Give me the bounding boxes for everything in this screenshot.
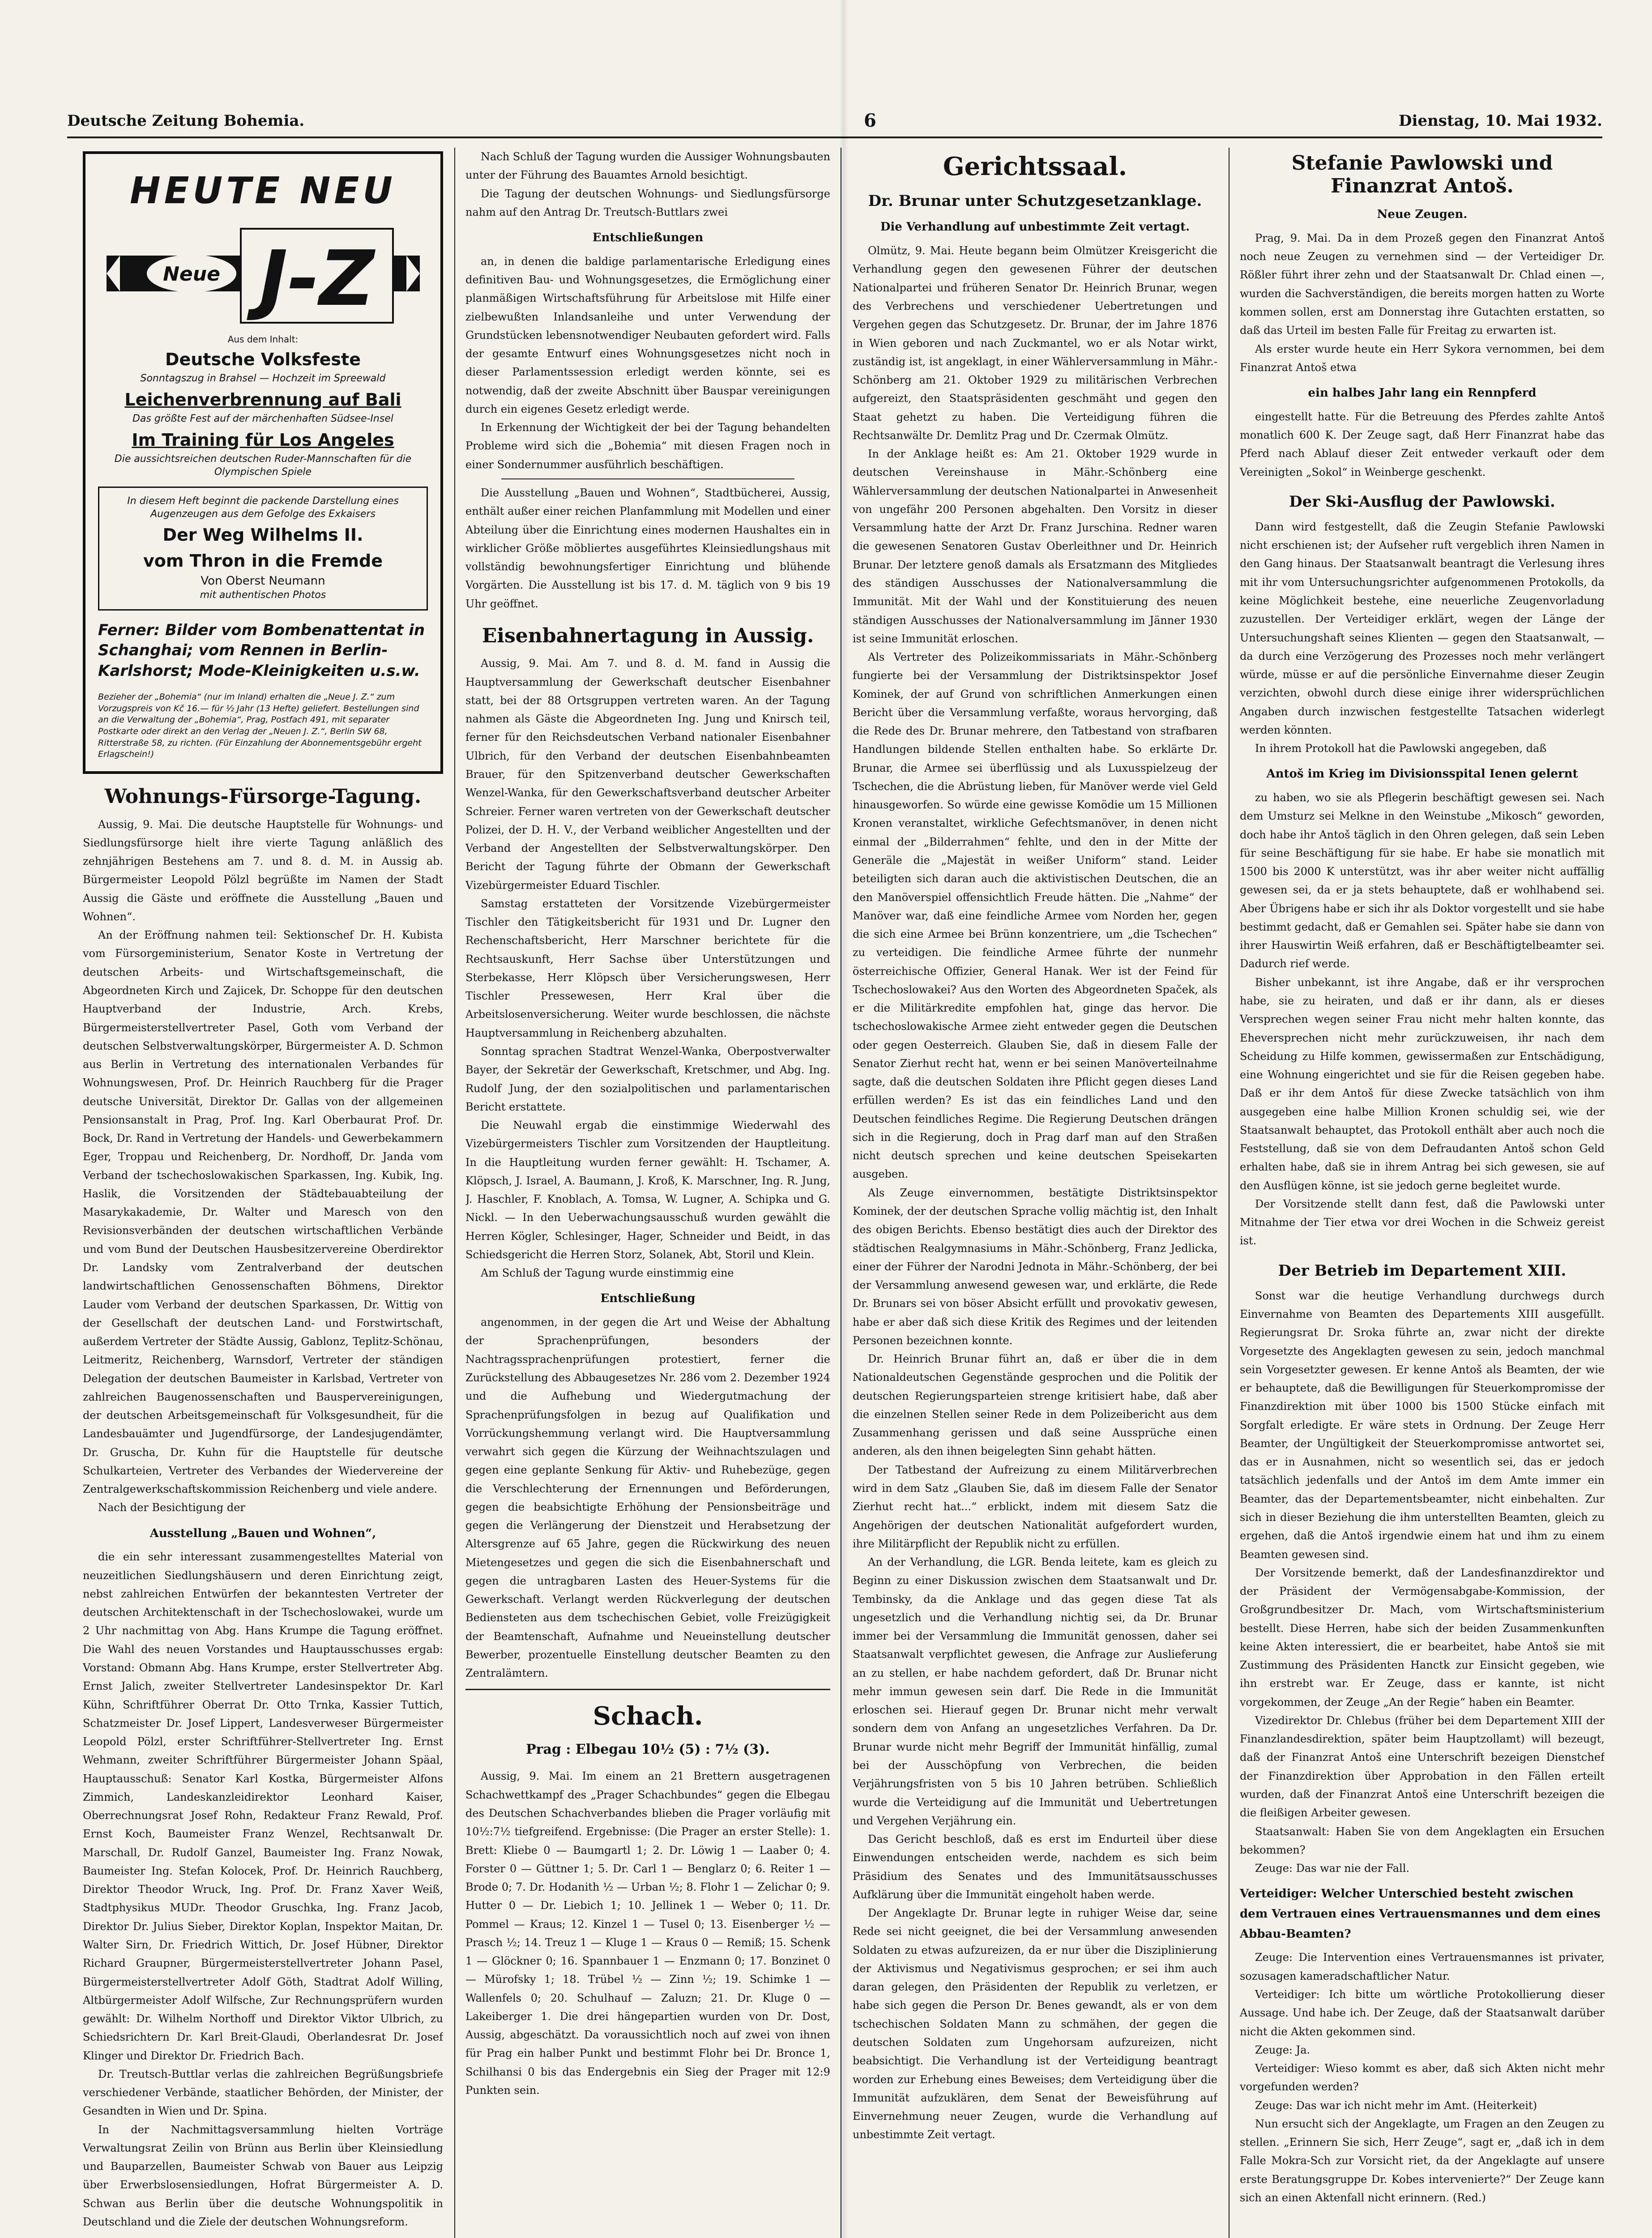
article-paragraph: An der Verhandlung, die LGR. Benda leitete, kam es gleich zu Beginn zu einer Diskussion zwischen dem Staatsanwalt und Dr. Tembinsky, da die Anklage und das gegen diese Tat als ungesetzlich und die Verhandlung nichtig sei, da Dr. Brunar immer bei der Versammlung die Immunität genossen, daher sei Staatsanwalt verpflichtet gewesen, die Anfrage zur Auslieferung an zu stellen, er habe nachdem gefordert, daß Dr. Brunar nicht mehr immun gewesen sein darf. Die Rede in die Immunität erloschen sei. Hierauf gegen Dr. Brunar nicht mehr verwalt sondern dem von Anfang an ungesetzliches Verfahren. Da Dr. Brunar wurde nicht mehr Begriff der Immunität hinfällig, zumal bei der Ausschöpfung von Verbrechen, die beiden Verjährungsfristen von 5 bis 10 Jahren betrüben. Schließlich wurde die Verteidigung auf die Immunität und Uebertretungen und Vergehen Verjährung ein. bbox=[853, 1556, 1217, 1827]
ad-item-title: Deutsche Volksfeste bbox=[165, 349, 361, 369]
article-paragraph: eingestellt hatte. Für die Betreuung des Pferdes zahlte Antoš monatlich 600 K. Der Zeuge sagt, daß Herr Finanzrat habe das Pferd nach Ablauf dieser Zeit entweder verkauft oder dem Vereinigten „Sokol“ in Weinberge geschenkt. bbox=[1240, 410, 1605, 478]
column-2 bbox=[465, 148, 830, 2238]
article-paragraph: Der Tatbestand der Aufreizung zu einem Militärverbrechen wird in dem Satz „Glauben Sie, daß im diesem Falle der Senator Zierhut recht hat...“ erblickt, indem mit diesem Satz die Angehörigen der deutschen Nationalität aufgefordert wurden, ihre Militärpflicht der Republik nicht zu erfüllen. bbox=[853, 1463, 1217, 1550]
article-paragraph: Samstag erstatteten der Vorsitzende Vizebürgermeister Tischler den Tätigkeitsbericht für 1931 und Dr. Lugner den Rechenschaftsbericht, Herr Marschner berichtete für die Rechtsauskunft, Herr Sachse über Unterstützungen und Sterbekasse, Herr Klöpsch über Versicherungswesen, Herr Tischler Pressewesen, Herr Kral über die Arbeitslosenversicherung. Weiter wurde beschlossen, die nächste Hauptversammlung in Reichenberg abzuhalten. bbox=[465, 897, 830, 1039]
chess-result: Prag : Elbegau 10½ (5) : 7½ (3). bbox=[526, 1741, 770, 1757]
article-paragraph: Die Ausstellung „Bauen und Wohnen“, Stadtbücherei, Aussig, enthält außer einer reichen Planfammlung mit Modellen und einer Abteilung über die Einrichtung eines modernen Haushaltes ein in wirklicher Größe möbliertes ausgeführtes Kleinsiedlungshaus mit vollständig bewohnungsfertiger Einrichtung und blühende Vorgärten. Die Ausstellung ist bis 17. d. M. täglich von 9 bis 19 Uhr geöffnet. bbox=[465, 486, 830, 610]
article-paragraph: Dann wird festgestellt, daß die Zeugin Stefanie Pawlowski nicht erschienen ist; der Aufseher ruft vergeblich ihren Namen in den Gang hinaus. Der Staatsanwalt beantragt die Verlesung ihres mit ihr vom Untersuchungsrichter aufgenommenen Protokolls, da keine Möglichkeit bestehe, eine neuerliche Zeugenvorladung zuzustellen. Der Verteidiger erklärt, wegen der Länge der Untersuchungshaft seines Klienten — gegen den Staatsanwalt, — da durch eine Verzögerung des Prozesses noch mehr verlängert würde, müsse er auf die persönliche Einvernahme dieser Zeugin verzichten, obwohl durch diese einige ihrer widersprüchlichen Angaben durch inzwischen festgestellte Tatsachen widerlegt werden könnten. bbox=[1240, 520, 1605, 736]
article-heading: Wohnungs-Fürsorge-Tagung. bbox=[104, 785, 422, 808]
ad-item-subtitle: Sonntagszug in Brahsel — Hochzeit im Spreewald bbox=[140, 372, 386, 384]
article-paragraph: In ihrem Protokoll hat die Pawlowski angegeben, daß bbox=[1255, 742, 1547, 755]
article-paragraph: Aussig, 9. Mai. Am 7. und 8. d. M. fand in Aussig die Hauptversammlung der Gewerkschaft deutscher Eisenbahner statt, bei der 88 Ortsgruppen vertreten waren. An der Tagung nahmen als Gäste die Abgeordneten Ing. Jung und Knirsch teil, ferner für den Reichsdeutschen Verband nationaler Eisenbahner Ulbrich, für den Verband der deutschen Eisenbahnbeamten Brauer, für den Spitzenverband deutscher Gewerkschaften Wenzel-Wanka, für den Gewerkschaftsverband deutscher Arbeiter Schreier. Ferner waren vertreten von der Gewerkschaft deutscher Polizei, der D. H. V., der Verband weiblicher Angestellten und der Verband der Angestellten der Selbstverwaltungskörper. Den Bericht der Tagung führte der Obmann der Gewerkschaft Vizebürgermeister Eduard Tischler. bbox=[465, 657, 830, 892]
article-paragraph: Der Vorsitzende bemerkt, daß der Landesfinanzdirektor und der Präsident der Vermögensabgabe-Kommission, der Großgrundbesitzer Dr. Mach, vom Wirtschaftsministerium bestellt. Diese Herren, habe sich der beiden Zusammenkunften keine Akten interessiert, die er bearbeitet, habe Antoš sie mit Zustimmung des Präsidenten Hanctk zur Einsicht gegeben, wie ihn erstrebt war. Er Zeuge, dass er kannte, ist nicht vorgekommen, der Zeuge „An der Regie“ haben ein Beamter. bbox=[1240, 1566, 1605, 1708]
article-heading: Eisenbahnertagung in Aussig. bbox=[482, 624, 814, 647]
jz-logo-graphic bbox=[107, 224, 420, 327]
section-heading-court: Gerichtssaal. bbox=[943, 152, 1127, 181]
ad-contents-label: Aus dem Inhalt: bbox=[227, 333, 299, 345]
article-paragraph: Der Vorsitzende stellt dann fest, daß die Pawlowski unter Mitnahme der Tier etwa vor drei Wochen in die Schweiz gereist ist. bbox=[1240, 1197, 1605, 1247]
article-subhead: ein halbes Jahr lang ein Rennpferd bbox=[1308, 386, 1537, 400]
article-heading: Stefanie Pawlowski und Finanzrat Antoš. bbox=[1291, 152, 1553, 197]
ad-box-note: mit authentischen Photos bbox=[200, 589, 326, 601]
article-paragraph: angenommen, in der gegen die Art und Weise der Abhaltung der Sprachenprüfungen, besonders der Nachtragssprachenprüfungen protestiert, ferner die Zurückstellung des Abbaugesetzes Nr. 286 vom 2. Dezember 1924 und die Aufhebung und Wiedergutmachung der Sprachenprüfungsfolgen in bezug auf Qualifikation und Vorrückungshemmung verlangt wird. Die Hauptversammlung verwahrt sich gegen die Kürzung der Weihnachtszulagen und gegen eine geplante Senkung für Aktiv- und Ruhebezüge, gegen die Verschlechterung der Ernennungen und Beförderungen, gegen die beabsichtigte Erhöhung der Pensionsbeiträge und gegen die Verlängerung der Dienstzeit und Herabsetzung der Altersgrenze auf 65 Jahre, gegen die Rückwirkung des neuen Mietengesetzes und gegen die sich die Eisenbahnerschaft und gegen die untragbaren Lasten des Heuer-Systems für die Gewerkschaft. Verlangt werden Rückverlegung der deutschen Bediensteten aus dem tschechischen Gebiet, volle Freizügigkeit der Beamtenschaft, Aufnahme und Neueinstellung deutscher Bewerber, prozentuelle Einstellung deutscher Beamten zu den Zentralämtern. bbox=[465, 1316, 830, 1680]
article-paragraph: Bisher unbekannt, ist ihre Angabe, daß er ihr versprochen habe, sie zu heiraten, und daß er ihr dann, als er dieses Versprechen wegen seiner Frau nicht mehr halten konnte, das Eheversprechen nicht mehr zurückzuweisen, ihr nach dem Scheidung zu Hilfe kommen, gewissermaßen zur Entschädigung, eine Wohnung eingerichtet und sie für die Reisen gegeben habe. Daß er ihr dem Antoš für diese Zwecke tatsächlich von ihm ausgegeben eine halbe Million Kronen schuldig sei, wie der Staatsanwalt behauptet, das Protokoll enthält aber auch noch die Feststellung, daß sie von dem Defraudanten Antoš schon Geld erhalten habe, daß sie in ihrem Antrag bei sich gewesen, sie auf den Ausflügen könne, ist sie jedoch gerne begleitet wurde. bbox=[1240, 976, 1605, 1192]
article-paragraph: Aussig, 9. Mai. Die deutsche Hauptstelle für Wohnungs- und Siedlungsfürsorge hielt ihre vierte Tagung anläßlich des zehnjährigen Bestehens am 7. und 8. d. M. in Aussig ab. Bürgermeister Leopold Pölzl begrüßte im Namen der Stadt Aussig die Gäste und eröffnete die Ausstellung „Bauen und Wohnen“. bbox=[83, 818, 443, 923]
article-deck: Die Verhandlung auf unbestimmte Zeit vertagt. bbox=[880, 220, 1190, 234]
ad-item-title: Im Training für Los Angeles bbox=[132, 430, 394, 450]
article-paragraph: Als erster wurde heute ein Herr Sykora vernommen, bei dem Finanzrat Antoš etwa bbox=[1240, 342, 1605, 374]
article-paragraph: Zeuge: Ja. bbox=[1255, 2043, 1311, 2056]
article-paragraph: Nach der Besichtigung der bbox=[98, 1501, 245, 1514]
article-subhead: Entschließungen bbox=[592, 231, 704, 245]
advertisement-neue-jz bbox=[83, 151, 443, 774]
article-paragraph: In der Nachmittagsversammlung hielten Vorträge Verwaltungsrat Zeilin von Brünn aus Berlin über Kleinsiedlung und Bauparzellen, Baumeister Schwab von Bauer aus Leipzig über Erwerbslosensiedlungen, Hofrat Bürgermeister A. D. Schwan aus Berlin über die deutsche Wohnungspolitik in Deutschland und die Ziele der deutschen Wohnungsreform. bbox=[83, 2123, 443, 2228]
article-paragraph: an, in denen die baldige parlamentarische Erledigung eines definitiven Bau- und Wohnungsgesetzes, die Ermöglichung einer planmäßigen Wirtschaftsführung für Arbeitslose mit Hilfe einer zielbewußten Inlandsanleihe und unter Verwendung der Grundstücken lebensnotwendiger Neubauten gefordert wird. Falls der gesamte Entwurf eines Wohnungsgesetzes nicht noch in dieser Parlamentssession erledigt werden könnte, sei es notwendig, daß der zweite Abschnitt über Bauspar vereinigungen durch ein eigenes Gesetz erledigt werde. bbox=[465, 255, 830, 415]
article-heading: Dr. Brunar unter Schutzgesetzanklage. bbox=[868, 192, 1202, 210]
article-paragraph: In der Anklage heißt es: Am 21. Oktober 1929 wurde in deutschen Vereinshause in Mähr.-Schönberg eine Wählerversammlung der deutschen Nationalpartei in Anwesenheit von ungefähr 200 Personen abgehalten. Den Vorsitz in dieser Versammlung hatte der Arzt Dr. Franz Jurschina. Redner waren die gewesenen Senatoren Gustav Oberleithner und Dr. Heinrich Brunar. Der letztere genoß damals als Ersatzmann des Mitgliedes des ständigen Ausschusses der Nationalversammlung die Immunität. Mit der Wahl und der Konstituierung des neuen ständigen Ausschusses der Nationalversammlung im Jänner 1930 ist seine Immunität erloschen. bbox=[853, 448, 1217, 645]
article-paragraph: Sonst war die heutige Verhandlung durchwegs durch Einvernahme von Beamten des Departements XIII ausgefüllt. Regierungsrat Dr. Sroka führte an, zwar nicht der direkte Vorgesetzte des Angeklagten gewesen zu sein, jedoch manchmal sein Vorgesetzter gewesen. Er kenne Antoš als Beamten, der wie er behauptete, daß die Bewilligungen für Steuerkompromisse der Finanzdirektion mit über 1000 bis 1500 Stücke einfach mit Sorgfalt erledigte. Er wäre stets in Ordnung. Der Zeuge Herr Beamter, der Ungültigkeit der Steuerkompromisse antwortet sei, das er in Ausnahmen, nicht so wesentlich sei, das er jedoch tatsächlich jedenfalls und der Antoš im dem Amte immer ein Beamter, das der Departementsbeamter, nicht einbehalten. Zur sich in dieser Beziehung die ihm unterstellten Beamten, gleich zu ergehen, daß die Antoš irgendwie einem hat und ihm zu einem Beamten gewesen sind. bbox=[1240, 1289, 1605, 1561]
article-paragraph: Dr. Heinrich Brunar führt an, daß er über die in dem Nationaldeutschen Gegenstände gesprochen und die Politik der deutschen Regierungsparteien strenge kritisiert habe, daß aber die einzelnen Stellen seiner Rede in dem Polizeibericht aus dem Zusammenhang gerissen und daß seine Aussprüche einen anderen, als den ihnen beigelegten Sinn gehabt hätten. bbox=[853, 1353, 1217, 1458]
article-paragraph: Als Zeuge einvernommen, bestätigte Distriktsinspektor Kominek, der der deutschen Sprache vollig mächtig ist, den Inhalt des obigen Berichts. Ebenso bestätigt dies auch der Direktor des städtischen Realgymnasiums in Mähr.-Schönberg, Franz Jedlicka, einer der Führer der Narodni Jednota in Mähr.-Schönberg, der bei der Versammlung anwesend gewesen war, und erklärte, die Rede Dr. Brunars sei von böser Absicht erfüllt und provokativ gewesen, habe er aber daß sich diese Kritik des Regimes und der leitenden Personen bezeichnen konnte. bbox=[853, 1186, 1217, 1347]
article-heading: Der Betrieb im Departement XIII. bbox=[1278, 1261, 1567, 1280]
article-paragraph: Dr. Treutsch-Buttlar verlas die zahlreichen Begrüßungsbriefe verschiedener Verbände, staatlicher Behörden, der Minister, der Gesandten in Wien und Dr. Spina. bbox=[83, 2067, 443, 2118]
paper-fold bbox=[839, 0, 848, 2238]
page-number: 6 bbox=[864, 110, 876, 131]
newspaper-name: Deutsche Zeitung Bohemia. bbox=[67, 112, 305, 130]
article-paragraph: zu haben, wo sie als Pflegerin beschäftigt gewesen sei. Nach dem Umsturz sei Melkne in den Weinstube „Mikosch“ geworden, doch habe ihr Antoš täglich in den Ohren gelegen, daß sein Leben für seine Beschäftigung für sie habe. Er habe sie monatlich mit 1500 bis 2000 K unterstützt, was ihr aber weiter nicht auffällig gewesen sei, da er ja stets behauptete, daß er wohlhabend sei. Aber Übrigens habe er sich ihr als Doktor vorgestellt und sie habe bestimmt gedacht, daß er Gemahlen sei. Später habe sie dann von ihrer Hauswirtin Weiß erfahren, daß er Beschäftigtelbeamter sei. Dadurch rief werde. bbox=[1240, 791, 1605, 970]
ad-item-subtitle: Die aussichtsreichen deutschen Ruder-Mannschaften für die Olympischen Spiele bbox=[114, 453, 412, 478]
ad-inner-box bbox=[98, 487, 428, 610]
article-paragraph: Die Tagung der deutschen Wohnungs- und Siedlungsfürsorge nahm auf den Antrag Dr. Treutsch-Buttlars zwei bbox=[465, 187, 830, 218]
separator bbox=[501, 478, 794, 479]
article-paragraph: Zeuge: Die Intervention eines Vertrauensmannes ist privater, sozusagen kameradschaftlicher Natur. bbox=[1240, 1951, 1605, 1982]
article-paragraph: Das Gericht beschloß, daß es erst im Endurteil über diese Einwendungen entscheiden werde, nachdem es sich beim Präsidium des Senates und des Immunitätsausschusses Aufklärung über die Immunität eingeholt haben werde. bbox=[853, 1833, 1217, 1901]
article-paragraph: Nach Schluß der Tagung wurden die Aussiger Wohnungsbauten unter der Führung des Bauamtes Arnold besichtigt. bbox=[465, 150, 830, 182]
ad-item-title: Leichenverbrennung auf Bali bbox=[124, 389, 401, 410]
article-paragraph: In Erkennung der Wichtigkeit der bei der Tagung behandelten Probleme wird sich die „Bohemia“ mit diesen Fragen noch in einer Sondernummer ausführlich beschäftigen. bbox=[465, 421, 830, 471]
article-paragraph: Am Schluß der Tagung wurde einstimmig eine bbox=[481, 1267, 734, 1280]
article-paragraph: Als Vertreter des Polizeikommissariats in Mähr.-Schönberg fungierte bei der Versammlung der Distriktsinspektor Josef Kominek, der auf Grund von schriftlichen Anmerkungen einen Bericht über die Versammlung verfaßte, woraus hervorging, daß die Rede des Dr. Brunar mehrere, den Tatbestand von strafbaren Handlungen bildende Stellen enthalten habe. So erklärte Dr. Brunar, die Armee sei überflüssig und als Luxusspielzeug der Tschechen, die die Abrüstung lieben, für Manöver werde viel Geld hinausgeworfen. So würde eine gewisse Komödie um 15 Millionen Kronen veranstaltet, wirkliche Gefechtsmanöver, in denen nicht einmal der „Bilderrahmen“ fehlte, und den in der Mitte der Generäle die „Majestät in weißer Uniform“ stand. Leider beteiligten sich daran auch die aktivistischen Deutschen, die an den Manöverspiel offensichtlich Freude hätten. Die „Nahme“ der Manöver war, daß eine feindliche Armee vom Norden her, gegen die sich eine Armee bei Brünn konzentriere, um „die Tschechen“ zu verteidigen. Die feindliche Armee führte der nunmehr österreichische Offizier, General Hanak. Wer ist der Feind für Tschechoslowakei? Aus den Worten des Abgeordneten Spaček, als er die Militärkredite empfohlen hat, ginge das hervor. Die tschechoslowakische Armee zieht entweder gegen die Deutschen oder gegen Oesterreich. Glauben Sie, daß in diesem Falle der Senator Zierhut recht hat, wenn er bei seinen Manöverteilnahme sagte, daß die deutschen Soldaten ihre Pflicht gegen dieses Land erfüllen werden? Es ist das ein feindliches Land und den Deutschen feindliches Regime. Die Regierung Deutschen drängen sich in die Regierung, doch in Prag darf man auf den Straßen nicht deutsch sprechen und keine deutschen Speisekarten ausgeben. bbox=[853, 651, 1217, 1181]
column-1 bbox=[83, 148, 443, 2238]
ad-subscription-note: Bezieher der „Bohemia“ (nur im Inland) erhalten die „Neue J. Z.“ zum Vorzugspreis von Kč 16.— für ½ Jahr (13 Hefte) geliefert. Bestellungen sind an die Verwaltung der „Bohemia“, Prag, Postfach 491, mit separater Postkarte oder direkt an den Verlag der „Neuen J. Z.“, Berlin SW 68, Ritterstraße 58, zu richten. (Für Einzahlung der Abonnementsgebühr ergeht Erlagschein!) bbox=[98, 692, 422, 760]
article-subhead: Verteidiger: Welcher Unterschied besteht zwischen dem Vertrauen eines Vertrauensmannes und dem eines Abbau-Beamten? bbox=[1240, 1887, 1601, 1941]
article-heading: Der Ski-Ausflug der Pawlowski. bbox=[1289, 492, 1555, 511]
ad-box-title: vom Thron in die Fremde bbox=[143, 551, 383, 571]
article-paragraph: Aussig, 9. Mai. Im einem an 21 Brettern ausgetragenen Schachwettkampf des „Prager Schachbundes“ gegen die Elbegau des Deutschen Schachverbandes blieben die Prager vorläufig mit 10½:7½ tiefgreifend. Ergebnisse: (Die Prager an erster Stelle): 1. Brett: Kliebe 0 — Baumgartl 1; 2. Dr. Löwig 1 — Laaber 0; 4. Forster 0 — Güttner 1; 5. Dr. Carl 1 — Benglarz 0; 6. Reiter 1 — Brode 0; 7. Dr. Hodanith ½ — Urban ½; 8. Flohr 1 — Zelichar 0; 9. Hutter 0 — Dr. Liebich 1; 10. Jellinek 1 — Weber 0; 11. Dr. Pommel — Kraus; 12. Kinzel 1 — Tusel 0; 13. Eisenberger ½ — Prasch ½; 14. Treuz 1 — Kluge 1 — Kraus 0 — Remiß; 15. Schenk 1 — Glöckner 0; 16. Spannbauer 1 — Enzmann 0; 17. Bonzinet 0 — Mürofsky 1; 18. Trübel ½ — Zinn ½; 19. Schimke 1 — Wallenfels 0; 20. Schulhauf — Zaluzn; 21. Dr. Kluge 0 — Lakeiberger 1. Die drei hängepartien wurden von Dr. Dost, Aussig, abgeschätzt. Da voraussichtlich noch auf zwei von ihnen für Prag ein halber Punkt und bestimmt Flohr bei Dr. Bronce 1, Schilhansi 0 bis das Endergebnis ein Sieg der Prager mit 12:9 Punkten sein. bbox=[465, 1770, 830, 2097]
article-paragraph: Vizedirektor Dr. Chlebus (früher bei dem Departement XIII der Finanzlandesdirektion, später beim Hauptzollamt) will bezeugt, daß der Finanzrat Antoš eine Unterschrift bezeigen Dienstchef der Finanzdirektion über Approbation in den Fällen erteilt wurden, daß der Finanzrat Antoš eine Unterschrift bezeigen die die fleißigen Arbeiter gewesen. bbox=[1240, 1714, 1605, 1819]
ad-box-intro: In diesem Heft beginnt die packende Darstellung eines Augenzeugen aus dem Gefolge des Exkaisers bbox=[127, 495, 399, 520]
article-paragraph: Nun ersucht sich der Angeklagte, um Fragen an den Zeugen zu stellen. „Erinnern Sie sich, Herr Zeuge“, sagt er, „daß ich in dem Falle Mokra-Sch zur Vorsicht riet, da der Angeklagte auf unsere erste Beratungsgruppe Dr. Kobes intervenierte?“ Der Zeuge kann sich an einen Aktenfall nicht erinnern. (Red.) bbox=[1240, 2117, 1605, 2204]
section-heading-chess: Schach. bbox=[593, 1701, 703, 1731]
article-paragraph: Der Angeklagte Dr. Brunar legte in ruhiger Weise dar, seine Rede sei nicht geeignet, die bei der Versammlung anwesenden Soldaten zu etwas aufzureizen, da er nur über die Disziplinierung der Aktivismus und Negativismus gesprochen; er sei ihm auch daran gelegen, den Präsidenten der Republik zu verletzen, er habe sich gegen die Person Dr. Benes gewandt, als er von dem tschechischen Soldaten Mann zu schmähen, der gegen die deutschen Soldaten zum Ungehorsam aufzureizen, nicht beabsichtigt. Die Verhandlung ist der Verteidigung beantragt worden zur Erhebung eines Beweises; dem Verteidigung über die Immunität aufzuklären, dem Senat der Beweisführung auf Einvernehmung neuer Zeugen, wurde die Verhandlung auf unbestimmte Zeit vertagt. bbox=[853, 1907, 1217, 2141]
jz-logo-main: J-Z bbox=[259, 234, 375, 323]
article-paragraph: Sonntag sprachen Stadtrat Wenzel-Wanka, Oberpostverwalter Bayer, der Sekretär der Gewerkschaft, Kretschmer, und Abg. Ing. Rudolf Jung, der den sozialpolitischen und parlamentarischen Bericht erstattete. bbox=[465, 1045, 830, 1113]
column-divider bbox=[454, 148, 455, 2238]
article-paragraph: Staatsanwalt: Haben Sie von dem Angeklagten ein Ersuchen bekommen? bbox=[1240, 1825, 1605, 1856]
ad-item-subtitle: Das größte Fest auf der märchenhaften Südsee-Insel bbox=[132, 413, 393, 424]
article-paragraph: Prag, 9. Mai. Da in dem Prozeß gegen den Finanzrat Antoš noch neue Zeugen zu vernehmen sind — der Verteidiger Dr. Rößler führt ihrer zehn und der Staatsanwalt Dr. Chlad einen —, wurden die Sachverständigen, die bereits morgen hatten zu Worte kommen sollen, erst am Donnerstag ihre Gutachten erstatten, so daß das Urteil im besten Falle für Freitag zu erwarten ist. bbox=[1240, 231, 1605, 337]
section-rule bbox=[465, 1689, 830, 1690]
article-paragraph: Zeuge: Das war ich nicht mehr im Amt. (Heiterkeit) bbox=[1255, 2099, 1537, 2112]
article-subhead: Ausstellung „Bauen und Wohnen“, bbox=[149, 1526, 376, 1540]
article-paragraph: Zeuge: Das war nie der Fall. bbox=[1255, 1862, 1410, 1875]
masthead bbox=[67, 107, 1602, 139]
header-rule bbox=[67, 137, 1602, 138]
article-paragraph: Verteidiger: Ich bitte um wörtliche Protokollierung dieser Aussage. Und habe ich. Der Zeuge, daß der Staatsanwalt darüber nicht die Akten gekommen sind. bbox=[1240, 1988, 1605, 2038]
jz-logo-prefix: Neue bbox=[162, 262, 220, 286]
ad-box-author: Von Oberst Neumann bbox=[201, 574, 325, 588]
article-subhead: Entschließung bbox=[600, 1292, 696, 1306]
article-paragraph: die ein sehr interessant zusammengestelltes Material von neuzeitlichen Siedlungshäusern und deren Einrichtung zeigt, nebst zahlreichen Entwürfen der bekanntesten Vertreter der deutschen Architektenschaft in der Tschechoslowakei, wurde um 2 Uhr nachmittag von Abg. Hans Krumpe die Tagung eröffnet. Die Wahl des neuen Vorstandes und Hauptausschusses ergab: Vorstand: Obmann Abg. Hans Krumpe, erster Stellvertreter Abg. Ernst Jalich, zweiter Stellvertreter Landesinspektor Dr. Karl Kühn, Schriftführer Oberrat Dr. Otto Trnka, Kassier Tuttich, Schatzmeister Dr. Josef Lippert, Landesverweser Bürgermeister Leopold Pölzl, erster Schriftführer-Stellvertreter Ing. Ernst Wehmann, zweiter Schriftführer Bürgermeister Johann Späal, Hauptausschuß: Senator Karl Kostka, Bürgermeister Alfons Zimmich, Landeskanzleidirektor Leonhard Kaiser, Oberrechnungsrat Josef Rohn, Redakteur Franz Rewald, Prof. Ernst Koch, Baumeister Franz Wenzel, Rechtsanwalt Dr. Marschall, Dr. Rudolf Ganzel, Baumeister Ing. Franz Nowak, Baumeister Ing. Stefan Kolocek, Prof. Dr. Heinrich Rauchberg, Direktor Theodor Wruck, Ing. Prof. Dr. Franz Xaver Weiß, Stadtphysikus MUDr. Theodor Gruschka, Ing. Franz Jacob, Direktor Dr. Julius Sieber, Direktor Koplan, Inspektor Maitan, Dr. Walter Sirn, Dr. Friedrich Wittich, Dr. Josef Hübner, Direktor Richard Graupner, Bürgermeisterstellvertreter Johann Pasel, Bürgermeisterstellvertreter Adolf Göth, Stadtrat Adolf Willing, Altbürgermeister Adolf Wilfsche, Zur Rechnungsprüfern wurden gewählt: Dr. Wilhelm Northoff und Direktor Viktor Ulbrich, zu Schiedsrichtern Dr. Karl Breit-Glaudi, Oberlandesrat Dr. Josef Klinger und Direktor Dr. Friedrich Bach. bbox=[83, 1550, 443, 2062]
article-paragraph: An der Eröffnung nahmen teil: Sektionschef Dr. H. Kubista vom Fürsorgeministerium, Senator Koste in Vertretung der deutschen Arbeits- und Wirtschaftsgemeinschaft, die Abgeordneten Kirch und Zajicek, Dr. Schoppe für den deutschen Hauptverband der Industrie, Arch. Krebs, Bürgermeisterstellvertreter Pasel, Goth vom Verband der deutschen Selbstverwaltungskörper, Bürgermeister A. D. Schmon aus Berlin in Vertretung des internationalen Verbandes für Wohnungswesen, Prof. Dr. Heinrich Rauchberg für die Prager deutsche Universität, Direktor Dr. Gallas von der allgemeinen Pensionsanstalt in Prag, Prof. Ing. Karl Oberbaurat Prof. Dr. Bock, Dr. Rand in Vertretung der Handels- und Gewerbekammern Eger, Troppau und Reichenberg, Dr. Nordhoff, Dr. Janda vom Verband der tschechoslowakischen Sparkassen, Ing. Kubik, Ing. Haslik, die Vorsitzenden der Städtebauabteilung der Masarykakademie, Dr. Walter und Maresch von den Revisionsverbänden der deutschen wirtschaftlichen Verbände und vom Bund der Deutschen Hausbesitzervereine Oberdirektor Dr. Landsky vom Zentralverband der deutschen landwirtschaftlichen Genossenschaften Böhmens, Direktor Lauder vom Verband der deutschen Sparkassen, Dr. Wittig von der Gesellschaft der deutschen Land- und Forstwirtschaft, außerdem Vertreter der Städte Aussig, Gablonz, Teplitz-Schönau, Leitmeritz, Reichenberg, Warnsdorf, Vertreter der ständigen Delegation der deutschen Baumeister in Karlsbad, Vertreter von zahlreichen Baugenossenschaften und Bauspervereinigungen, der deutschen Arbeitsgemeinschaft für Volksgesundheit, für die Landesbauämter und Jugendfürsorge, der Landesjugendämter, Dr. Gruscha, Dr. Kuhn für die Hauptstelle für deutsche Schulkarteien, Vertreter des Verbandes der Wiedervereine der Zentralgewerkschaftskommission Reichenberg und viele andere. bbox=[83, 929, 443, 1496]
article-paragraph: Olmütz, 9. Mai. Heute begann beim Olmützer Kreisgericht die Verhandlung gegen den gewesenen Führer der deutschen Nationalpartei und früheren Senator Dr. Heinrich Brunar, wegen des Verbrechens und verschiedener Uebertretungen und Vergehen gegen das Schutzgesetz. Dr. Brunar, der im Jahre 1876 in Wien geboren und nach Zuckmantel, wo er als Notar wirkt, zuständig ist, ist angeklagt, in einer Wählerversammlung in Mähr.-Schönberg am 21. Oktober 1929 zu militärischen Verbrechen aufgereizt, den Staatspräsidenten geschmäht und gegen den Staat gehetzt zu haben. Die Verteidigung führen die Rechtsanwälte Dr. Demlitz Prag und Dr. Czermak Olmütz. bbox=[853, 244, 1217, 442]
jz-logo bbox=[107, 224, 420, 327]
ad-further-content: Ferner: Bilder vom Bombenattentat in Schanghai; vom Rennen in Berlin-Karlshorst; Mode-Kleinigkeiten u.s.w. bbox=[98, 621, 425, 680]
article-paragraph: Verteidiger: Wieso kommt es aber, daß sich Akten nicht mehr vorgefunden werden? bbox=[1240, 2062, 1605, 2093]
article-deck: Neue Zeugen. bbox=[1377, 208, 1468, 222]
issue-date: Dienstag, 10. Mai 1932. bbox=[1399, 112, 1602, 130]
article-paragraph: Die Neuwahl ergab die einstimmige Wiederwahl des Vizebürgermeisters Tischler zum Vorsitzenden der Hauptleitung. In die Hauptleitung wurden ferner gewählt: H. Tschamer, A. Klöpsch, J. Israel, A. Baumann, J. Kroß, K. Marschner, Ing. R. Jung, J. Haschler, F. Knoblach, A. Tomsa, W. Lugner, A. Schipka und G. Nickl. — In den Ueberwachungsausschuß wurden gewählt die Herren Kögler, Schlesinger, Hager, Schneider und Beidt, in das Schiedsgericht die Herren Storz, Solanek, Abt, Storil und Klein. bbox=[465, 1119, 830, 1261]
article-subhead: Antoš im Krieg im Divisionsspital Ienen gelernt bbox=[1266, 767, 1578, 781]
ad-headline: HEUTE NEU bbox=[130, 170, 396, 212]
ad-box-title: Der Weg Wilhelms II. bbox=[162, 525, 363, 545]
column-3 bbox=[853, 148, 1217, 2238]
column-4 bbox=[1240, 148, 1605, 2238]
